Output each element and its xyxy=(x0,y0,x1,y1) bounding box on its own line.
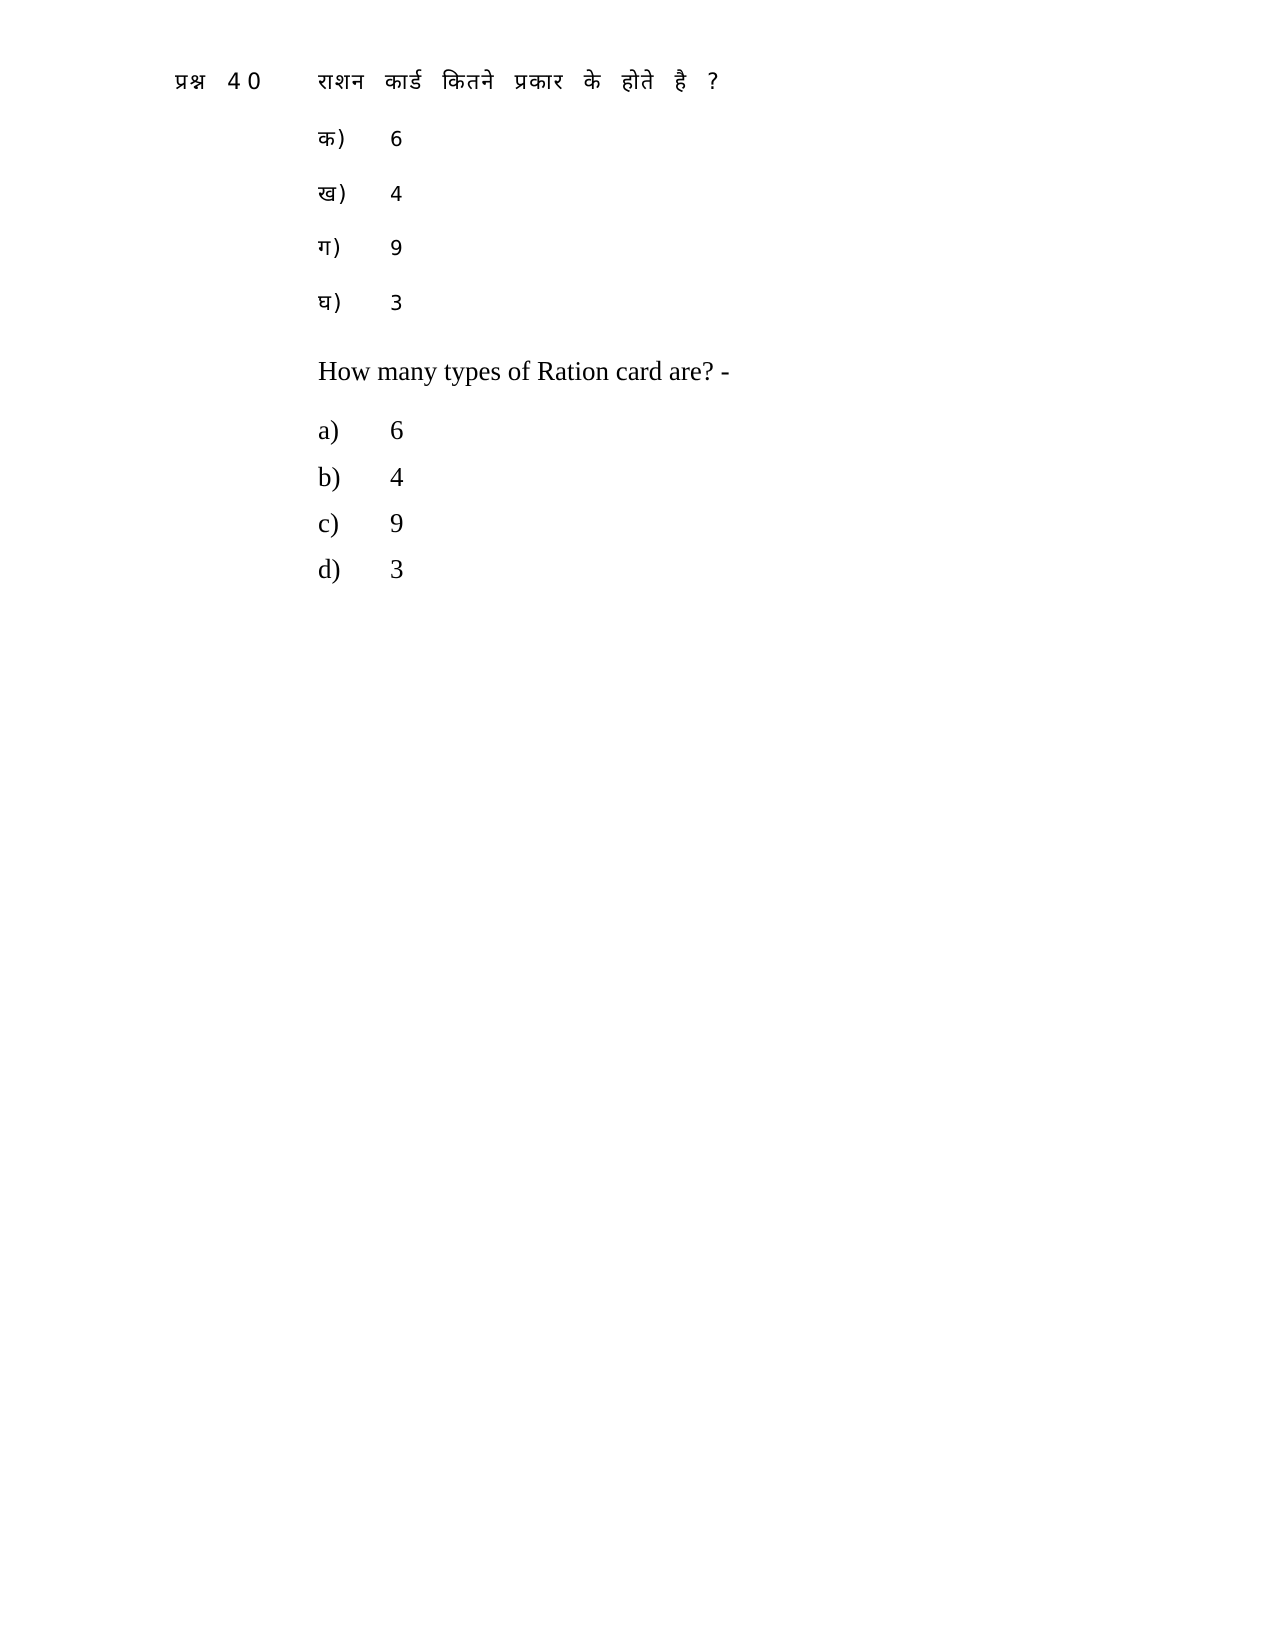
option-en-a xyxy=(318,415,404,446)
option-en-d xyxy=(318,554,404,585)
option-label: c) xyxy=(318,508,339,538)
option-hi-kha xyxy=(318,178,405,208)
option-label: ख) xyxy=(318,182,349,207)
option-value: 3 xyxy=(390,554,404,584)
option-en-b xyxy=(318,462,404,493)
option-label: घ) xyxy=(318,291,344,316)
option-value: 4 xyxy=(390,462,404,492)
option-hi-gha xyxy=(318,287,405,317)
question-label: प्रश्न xyxy=(175,70,208,95)
option-label: ग) xyxy=(318,236,343,261)
question-text-english: How many types of Ration card are? - xyxy=(318,356,730,386)
question-number xyxy=(175,66,267,96)
option-label: b) xyxy=(318,462,341,492)
option-hi-ga xyxy=(318,232,405,262)
option-label: a) xyxy=(318,415,339,445)
option-label: क) xyxy=(318,127,348,152)
option-hi-ka xyxy=(318,123,405,153)
option-value: 6 xyxy=(390,127,405,151)
option-en-c xyxy=(318,508,404,539)
option-value: 6 xyxy=(390,415,404,445)
question-number-value: 40 xyxy=(227,70,268,95)
question-text-hindi: राशन कार्ड कितने प्रकार के होते है ? xyxy=(318,70,721,95)
option-value: 3 xyxy=(390,291,405,315)
option-value: 9 xyxy=(390,508,404,538)
option-value: 4 xyxy=(390,182,405,206)
option-value: 9 xyxy=(390,236,405,260)
option-label: d) xyxy=(318,554,341,584)
